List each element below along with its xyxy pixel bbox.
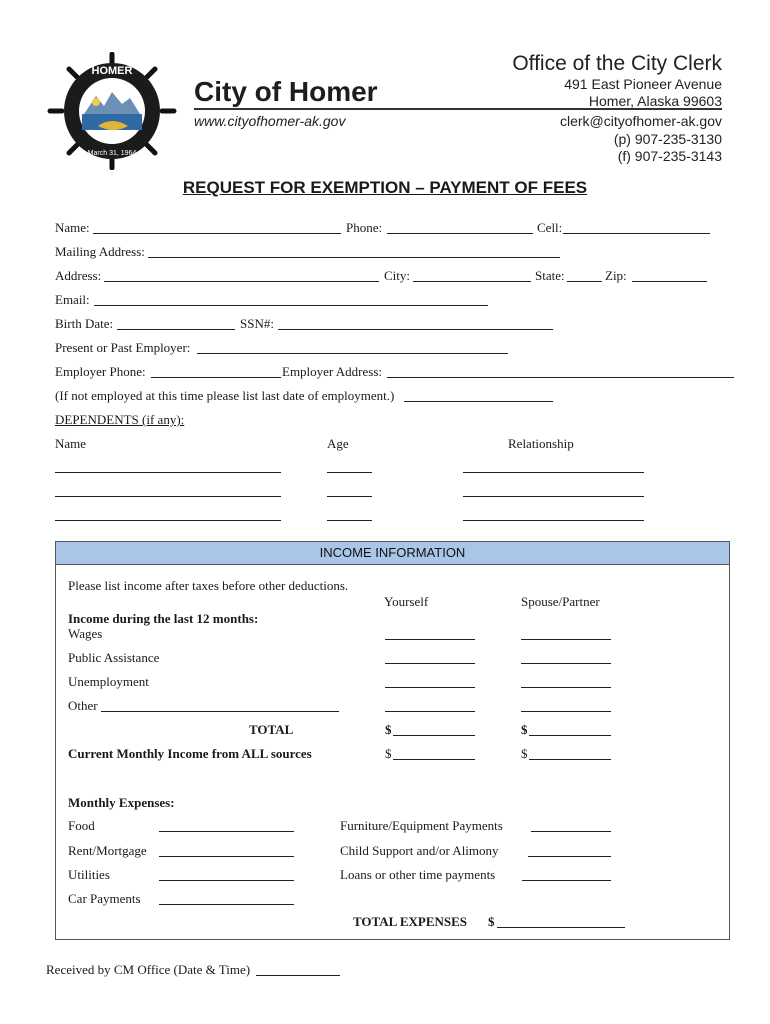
unemployment-yourself-field[interactable] — [385, 687, 475, 688]
dollar-sign: $ — [385, 746, 392, 761]
dependent-2-relationship-field[interactable] — [463, 496, 644, 497]
dependent-1-name-field[interactable] — [55, 472, 281, 473]
dollar-sign: $ — [488, 914, 495, 929]
zip-field[interactable] — [632, 281, 707, 282]
other-yourself-field[interactable] — [385, 711, 475, 712]
office-email-link[interactable]: clerk@cityofhomer-ak.gov — [559, 113, 722, 129]
dependent-1-age-field[interactable] — [327, 472, 372, 473]
utilities-field[interactable] — [159, 880, 294, 881]
food-field[interactable] — [159, 831, 294, 832]
total-spouse-field[interactable] — [529, 735, 611, 736]
employer-label: Present or Past Employer: — [55, 340, 191, 355]
dependents-col-age: Age — [327, 436, 349, 451]
address-field[interactable] — [104, 281, 379, 282]
cell-label: Cell: — [537, 220, 563, 235]
city-field[interactable] — [413, 281, 531, 282]
income-section-header: INCOME INFORMATION — [55, 541, 730, 565]
expense-label: Rent/Mortgage — [68, 843, 147, 858]
dollar-sign: $ — [521, 746, 528, 761]
rent-mortgage-field[interactable] — [159, 856, 294, 857]
name-field[interactable] — [93, 233, 341, 234]
other-spouse-field[interactable] — [521, 711, 611, 712]
dependent-3-relationship-field[interactable] — [463, 520, 644, 521]
city-website-link[interactable]: www.cityofhomer-ak.gov — [194, 113, 346, 129]
zip-label: Zip: — [605, 268, 627, 283]
dollar-sign: $ — [521, 722, 528, 737]
svg-text:March 31, 1964: March 31, 1964 — [87, 150, 137, 157]
monthly-expenses-heading: Monthly Expenses: — [68, 795, 175, 810]
child-support-field[interactable] — [528, 856, 611, 857]
income-row-label: Unemployment — [68, 674, 149, 689]
office-fax: (f) 907-235-3143 — [617, 148, 722, 164]
total-yourself-field[interactable] — [393, 735, 475, 736]
income-instruction: Please list income after taxes before other deductions. — [68, 578, 349, 593]
furniture-payments-field[interactable] — [531, 831, 611, 832]
phone-label: Phone: — [346, 220, 383, 235]
total-expenses-label: TOTAL EXPENSES — [353, 914, 468, 929]
expense-label: Food — [68, 818, 95, 833]
expense-label: Child Support and/or Alimony — [340, 843, 499, 858]
phone-field[interactable] — [387, 233, 533, 234]
last-employment-date-field[interactable] — [404, 401, 553, 402]
public-assistance-spouse-field[interactable] — [521, 663, 611, 664]
income-row-label: Wages — [68, 626, 103, 641]
total-expenses-field[interactable] — [497, 927, 625, 928]
not-employed-note: (If not employed at this time please list last date of employment.) — [55, 388, 395, 403]
monthly-yourself-field[interactable] — [393, 759, 475, 760]
ssn-label: SSN#: — [240, 316, 274, 331]
income-col-spouse: Spouse/Partner — [521, 594, 600, 609]
office-address-line1: 491 East Pioneer Avenue — [564, 76, 722, 92]
dependents-heading: DEPENDENTS (if any): — [55, 412, 185, 427]
dollar-sign: $ — [385, 722, 392, 737]
city-label: City: — [384, 268, 411, 283]
city-name: City of Homer — [194, 76, 378, 107]
income-col-yourself: Yourself — [384, 594, 429, 609]
mailing-address-field[interactable] — [148, 257, 560, 258]
received-by-label: Received by CM Office (Date & Time) — [46, 962, 251, 977]
birth-date-field[interactable] — [117, 329, 235, 330]
employer-phone-field[interactable] — [151, 377, 281, 378]
income-row-label: Public Assistance — [68, 650, 160, 665]
employer-phone-label: Employer Phone: — [55, 364, 146, 379]
office-title: Office of the City Clerk — [512, 52, 722, 75]
income-row-label: Other — [68, 698, 98, 713]
car-payments-field[interactable] — [159, 904, 294, 905]
ssn-field[interactable] — [278, 329, 553, 330]
state-label: State: — [535, 268, 565, 283]
dependent-2-age-field[interactable] — [327, 496, 372, 497]
dependent-3-age-field[interactable] — [327, 520, 372, 521]
expense-label: Car Payments — [68, 891, 141, 906]
office-address-line2: Homer, Alaska 99603 — [588, 93, 722, 109]
dependent-1-relationship-field[interactable] — [463, 472, 644, 473]
name-label: Name: — [55, 220, 90, 235]
cell-field[interactable] — [563, 233, 710, 234]
received-date-time-field[interactable] — [256, 975, 340, 976]
monthly-income-label: Current Monthly Income from ALL sources — [68, 746, 312, 761]
unemployment-spouse-field[interactable] — [521, 687, 611, 688]
dependents-col-relationship: Relationship — [508, 436, 574, 451]
wages-yourself-field[interactable] — [385, 639, 475, 640]
dependent-2-name-field[interactable] — [55, 496, 281, 497]
state-field[interactable] — [567, 281, 602, 282]
office-phone: (p) 907-235-3130 — [613, 131, 722, 147]
monthly-spouse-field[interactable] — [529, 759, 611, 760]
income-period-heading: Income during the last 12 months: — [68, 611, 259, 626]
city-seal-logo — [44, 52, 180, 170]
form-title: REQUEST FOR EXEMPTION – PAYMENT OF FEES — [182, 178, 588, 197]
expense-label: Loans or other time payments — [340, 867, 496, 882]
employer-field[interactable] — [197, 353, 508, 354]
loans-field[interactable] — [522, 880, 611, 881]
email-field[interactable] — [94, 305, 488, 306]
employer-address-label: Employer Address: — [282, 364, 383, 379]
other-income-description-field[interactable] — [101, 711, 339, 712]
birth-date-label: Birth Date: — [55, 316, 114, 331]
mailing-address-label: Mailing Address: — [55, 244, 145, 259]
expense-label: Utilities — [68, 867, 110, 882]
svg-text:HOMER: HOMER — [91, 65, 133, 77]
public-assistance-yourself-field[interactable] — [385, 663, 475, 664]
wages-spouse-field[interactable] — [521, 639, 611, 640]
expense-label: Furniture/Equipment Payments — [340, 818, 503, 833]
email-label: Email: — [55, 292, 90, 307]
income-total-label: TOTAL — [249, 722, 294, 737]
dependent-3-name-field[interactable] — [55, 520, 281, 521]
employer-address-field[interactable] — [387, 377, 734, 378]
address-label: Address: — [55, 268, 102, 283]
dependents-col-name: Name — [55, 436, 87, 451]
